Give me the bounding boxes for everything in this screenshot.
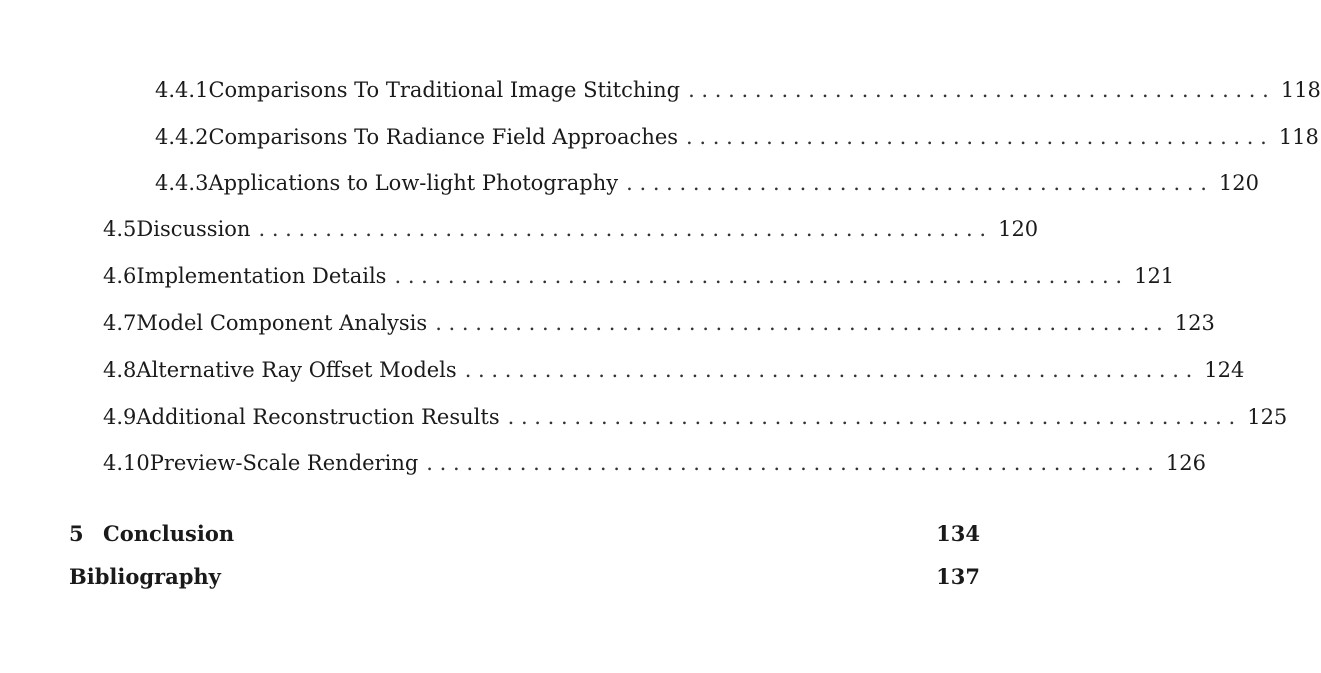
chapter-title: Conclusion <box>103 521 235 546</box>
entry-page: 118 <box>1278 125 1319 149</box>
entry-page: 126 <box>1165 451 1206 475</box>
chapter-number: 5 <box>69 521 84 546</box>
toc-entry[interactable] <box>103 217 1039 241</box>
toc-entry[interactable] <box>155 78 1321 102</box>
entry-number: 4.10 <box>103 451 150 475</box>
toc-entry[interactable] <box>103 264 1175 288</box>
dot-leader: . . . . . . . . . . . . . . . . . . . . . . . . . . . . . . . . . . . . . . . . . . . . . . . . . . . . . . . <box>464 358 1193 382</box>
entry-number: 4.9 <box>103 405 137 429</box>
entry-page: 124 <box>1204 358 1245 382</box>
entry-title: Comparisons To Radiance Field Approaches <box>208 125 679 149</box>
entry-page: 118 <box>1280 78 1321 102</box>
entry-number: 4.4.1 <box>155 78 209 102</box>
entry-title: Implementation Details <box>136 264 387 288</box>
entry-title: Model Component Analysis <box>136 311 428 335</box>
dot-leader: . . . . . . . . . . . . . . . . . . . . . . . . . . . . . . . . . . . . . . . . . . . . . . . . . . . . . . . <box>435 311 1163 335</box>
dot-leader: . . . . . . . . . . . . . . . . . . . . . . . . . . . . . . . . . . . . . . . . . . . . . . . . . . . . . . . <box>507 405 1236 429</box>
entry-number: 4.5 <box>103 217 137 241</box>
entry-title: Additional Reconstruction Results <box>136 405 500 429</box>
dot-leader: . . . . . . . . . . . . . . . . . . . . . . . . . . . . . . . . . . . . . . . . . . . . . . . . . . . . . . . <box>394 264 1123 288</box>
dot-leader: . . . . . . . . . . . . . . . . . . . . . . . . . . . . . . . . . . . . . . . . . . . . <box>686 125 1267 149</box>
chapter-page: 134 <box>936 521 980 546</box>
dot-leader: . . . . . . . . . . . . . . . . . . . . . . . . . . . . . . . . . . . . . . . . . . . . <box>688 78 1269 102</box>
entry-page: 120 <box>998 217 1039 241</box>
entry-number: 4.6 <box>103 264 137 288</box>
toc-entry[interactable] <box>103 451 1206 475</box>
entry-number: 4.8 <box>103 358 137 382</box>
entry-title: Comparisons To Traditional Image Stitching <box>208 78 681 102</box>
dot-leader: . . . . . . . . . . . . . . . . . . . . . . . . . . . . . . . . . . . . . . . . . . . . <box>626 171 1207 195</box>
toc-entry[interactable] <box>103 358 1245 382</box>
entry-number: 4.7 <box>103 311 137 335</box>
dot-leader: . . . . . . . . . . . . . . . . . . . . . . . . . . . . . . . . . . . . . . . . . . . . . . . . . . . . . . . <box>258 217 987 241</box>
bibliography-page: 137 <box>936 564 980 589</box>
entry-number: 4.4.3 <box>155 171 209 195</box>
entry-page: 121 <box>1134 264 1175 288</box>
entry-title: Alternative Ray Offset Models <box>136 358 457 382</box>
dot-leader: . . . . . . . . . . . . . . . . . . . . . . . . . . . . . . . . . . . . . . . . . . . . . . . . . . . . . . . <box>426 451 1154 475</box>
entry-page: 123 <box>1174 311 1215 335</box>
entry-title: Discussion <box>136 217 251 241</box>
toc-entry[interactable] <box>155 171 1259 195</box>
entry-page: 120 <box>1218 171 1259 195</box>
toc-bibliography-entry[interactable] <box>69 564 980 589</box>
bibliography-title: Bibliography <box>69 564 221 589</box>
entry-title: Preview-Scale Rendering <box>149 451 419 475</box>
toc-entry[interactable] <box>155 125 1319 149</box>
entry-page: 125 <box>1247 405 1288 429</box>
toc-entry[interactable] <box>103 405 1288 429</box>
entry-number: 4.4.2 <box>155 125 209 149</box>
toc-chapter-entry[interactable] <box>69 521 980 546</box>
entry-title: Applications to Low-light Photography <box>208 171 619 195</box>
toc-entry[interactable] <box>103 311 1215 335</box>
